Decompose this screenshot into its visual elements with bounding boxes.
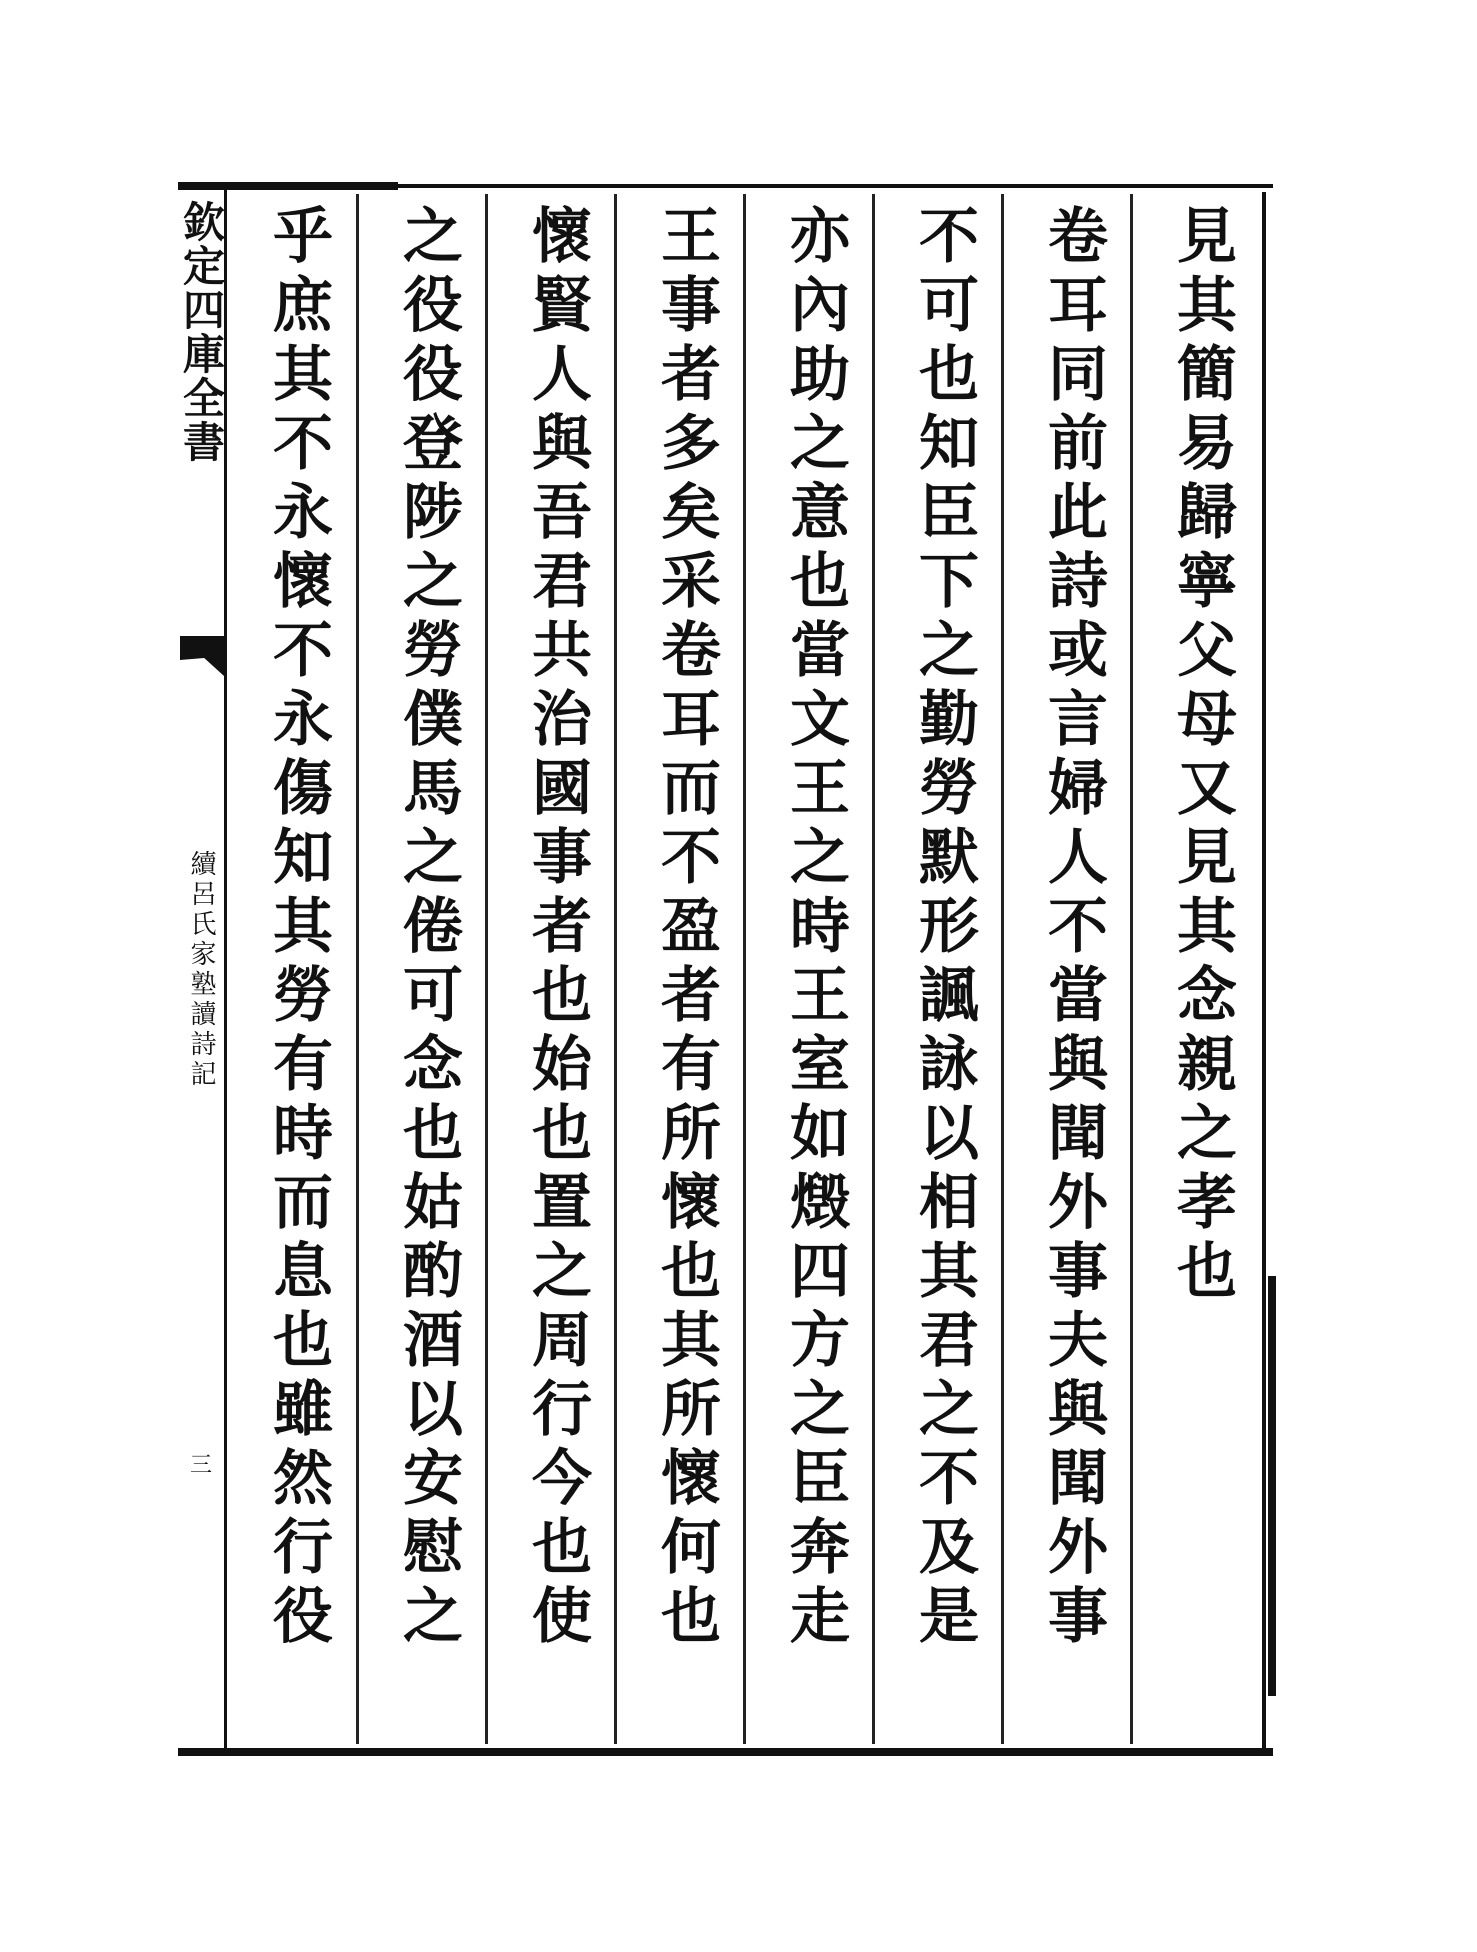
- text-column-6: 懷賢人與吾君共治國事者也始也置之周行今也使: [522, 204, 592, 1653]
- text-column-8: 乎庶其不永懷不永傷知其勞有時而息也雖然行役: [263, 204, 333, 1653]
- text-column-1: 見其簡易歸寧父母又見其念親之孝也: [1167, 204, 1237, 1308]
- text-column-5: 王事者多矣采卷耳而不盈者有所懷也其所懷何也: [651, 204, 721, 1653]
- margin-book-title: 續呂氏家塾讀詩記: [186, 850, 216, 1090]
- text-column-4: 亦內助之意也當文王之時王室如燬四方之臣奔走: [780, 204, 850, 1653]
- text-column-2: 卷耳同前此詩或言婦人不當與聞外事夫與聞外事: [1038, 204, 1108, 1653]
- frame-top-border-thick: [178, 182, 398, 190]
- frame-right-border: [1262, 192, 1266, 1752]
- margin-page-number: 三: [190, 1453, 213, 1478]
- text-column-3: 不可也知臣下之勤勞默形諷詠以相其君之不及是: [909, 204, 979, 1653]
- frame-right-bar: [1268, 1276, 1276, 1696]
- column-rule: [356, 194, 359, 1744]
- text-column-7: 之役役登陟之勞僕馬之倦可念也姑酌酒以安慰之: [393, 204, 463, 1653]
- margin-title: 欽定四庫全書: [177, 200, 226, 464]
- frame-bottom-border: [178, 1748, 1273, 1756]
